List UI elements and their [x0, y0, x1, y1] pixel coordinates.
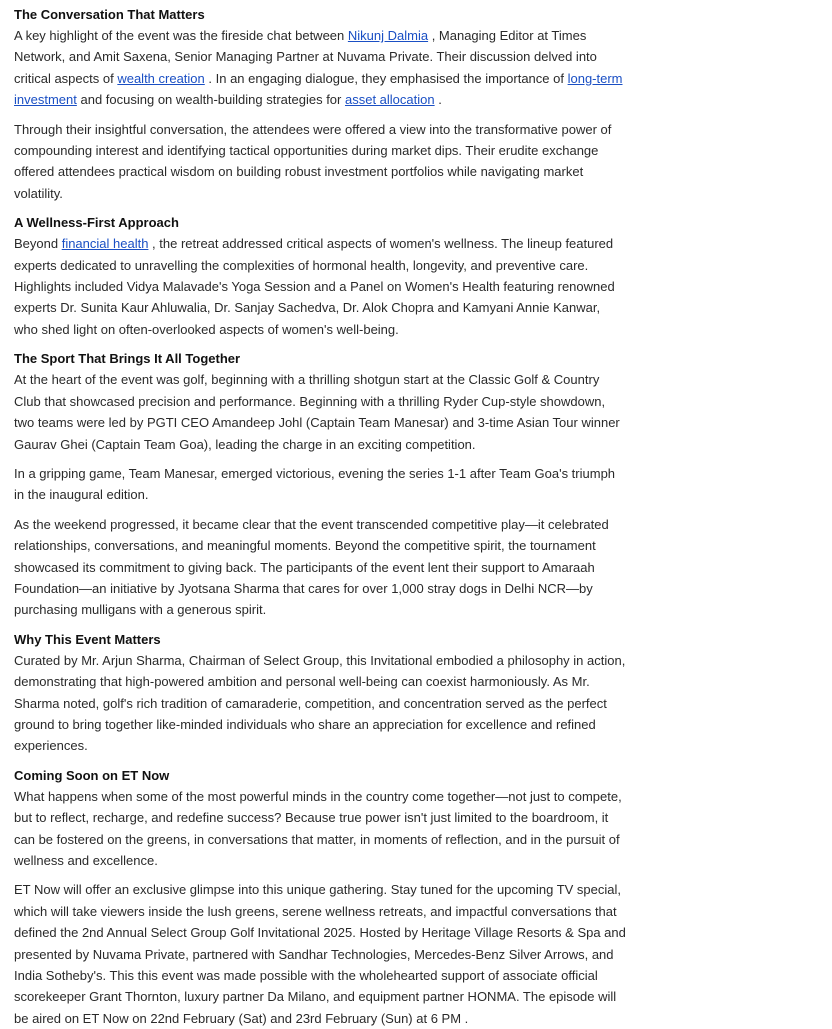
- article-paragraph: [14, 119, 626, 205]
- paragraph-text: Beyond: [14, 236, 62, 252]
- paragraph-text: .: [434, 92, 442, 108]
- paragraph-text: What happens when some of the most powerful minds in the country come together—not just to compete, but to reflect, recharge, and redefine success? Because true power isn't just limited to the boardroom, it can be fostered on the greens, in conversations that matter, in moments of reflection, and in the pursuit of wellness and excellence.: [14, 788, 622, 868]
- inline-link[interactable]: long-term investment: [14, 70, 623, 108]
- section-heading: The Sport That Brings It All Together: [14, 351, 241, 367]
- article-paragraph: [14, 25, 626, 111]
- inline-link[interactable]: wealth creation: [117, 70, 205, 86]
- paragraph-text: . In an engaging dialogue, they emphasised the importance of: [204, 70, 568, 86]
- article-paragraph: [14, 369, 626, 455]
- section-heading: Coming Soon on ET Now: [14, 767, 170, 783]
- article-paragraph: [14, 650, 626, 757]
- paragraph-text: Curated by Mr. Arjun Sharma, Chairman of Select Group, this Invitational embodied a philosophy in action, demonstrating that high-powered ambition and personal well-being can coexist harmoniously. As Mr. Sharma noted, golf's rich tradition of camaraderie, competition, and concentration served as the perfect ground to bring together like-minded individuals who share an appreciation for excellence and refined experiences.: [14, 652, 626, 754]
- paragraph-text: At the heart of the event was golf, beginning with a thrilling shotgun start at the Classic Golf & Country Club that showcased precision and performance. Beginning with a thrilling Ryder Cup-style showdown, two teams were led by PGTI CEO Amandeep Johl (Captain Team Manesar) and 3-time Asian Tour winner Gaurav Ghei (Captain Team Goa), leading the charge in an exciting competition.: [14, 372, 620, 452]
- paragraph-text: ET Now will offer an exclusive glimpse into this unique gathering. Stay tuned for the upcoming TV special, which will take viewers inside the lush greens, serene wellness retreats, and impactful conversations that defined the 2nd Annual Select Group Golf Invitational 2025. Hosted by Heritage Village Resorts & Spa and presented by Nuvama Private, partnered with Sandhar Technologies, Mercedes-Benz Silver Arrows, and India Sotheby's. This this event was made possible with the wholehearted support of associate official scorekeeper Grant Thornton, luxury partner Da Milano, and equipment partner HONMA. The episode will be aired on ET Now on 22nd February (Sat) and 23rd February (Sun) at 6 PM .: [14, 882, 626, 1026]
- inline-link[interactable]: asset allocation: [344, 92, 435, 108]
- section-heading: Why This Event Matters: [14, 631, 161, 647]
- paragraph-text: As the weekend progressed, it became clear that the event transcended competitive play—it celebrated relationships, conversations, and meaningful moments. Beyond the competitive spirit, the tournament showcased its commitment to giving back. The participants of the event lent their support to Amaraah Foundation—an initiative by Jyotsana Sharma that cares for over 1,000 stray dogs in Delhi NCR—by purchasing mulligans with a generous spirit.: [14, 516, 609, 618]
- article-paragraph: [14, 514, 626, 621]
- inline-link[interactable]: financial health: [61, 236, 149, 252]
- paragraph-text: , the retreat addressed critical aspects of women's wellness. The lineup featured experts dedicated to unravelling the complexities of hormonal health, longevity, and preventive care. Highlights included Vidya Malavade's Yoga Session and a Panel on Women's Health featuring renowned experts Dr. Sunita Kaur Ahluwalia, Dr. Sanjay Sachedva, Dr. Alok Chopra and Kamyani Annie Kanwar, who shed light on often-overlooked aspects of women's well-being.: [14, 236, 615, 337]
- article-paragraph: [14, 463, 626, 506]
- article-paragraph: [14, 879, 626, 1029]
- paragraph-text: In a gripping game, Team Manesar, emerged victorious, evening the series 1-1 after Team Goa's triumph in the inaugural edition.: [14, 465, 616, 503]
- paragraph-text: and focusing on wealth-building strategies for: [76, 92, 345, 108]
- article-paragraph: [14, 786, 626, 872]
- paragraph-text: , Managing Editor at Times Network, and Amit Saxena, Senior Managing Partner at Nuvama Private. Their discussion delved into critical aspects of: [14, 28, 597, 86]
- inline-link[interactable]: Nikunj Dalmia: [347, 28, 429, 43]
- section-heading: The Conversation That Matters: [14, 7, 205, 22]
- article-paragraph: [14, 233, 626, 340]
- paragraph-text: Through their insightful conversation, the attendees were offered a view into the transformative power of compounding interest and identifying tactical opportunities during market dips. Their erudite exchange offered attendees practical wisdom on building robust investment portfolios while navigating market volatility.: [14, 121, 612, 201]
- paragraph-text: A key highlight of the event was the fireside chat between: [14, 28, 348, 43]
- section-heading: A Wellness-First Approach: [14, 215, 179, 231]
